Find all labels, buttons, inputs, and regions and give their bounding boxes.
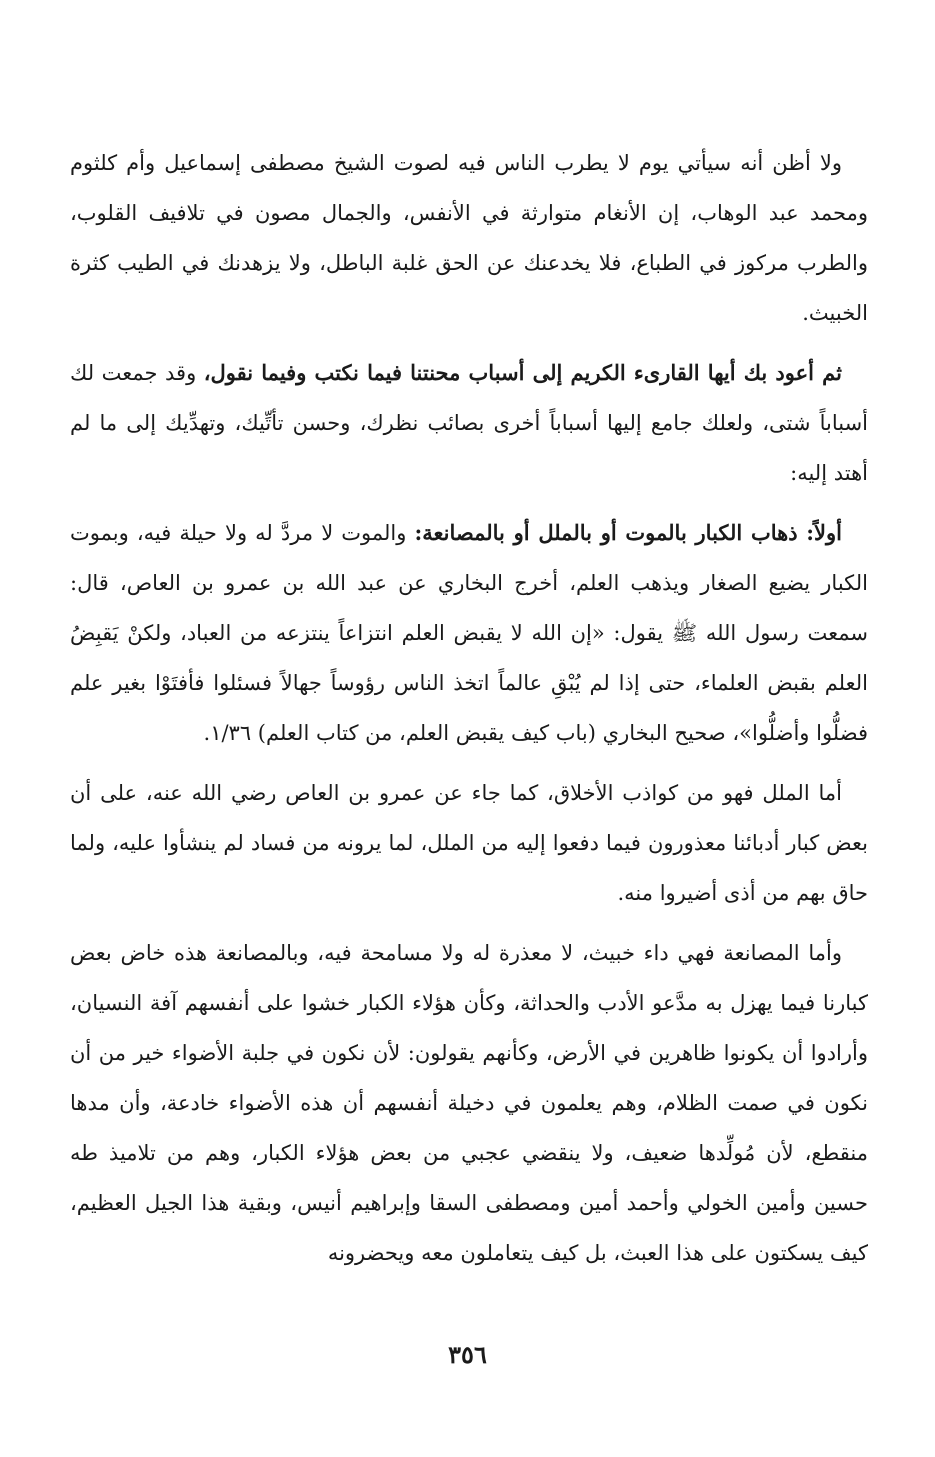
paragraph-1 — [70, 138, 868, 338]
page-number: ٣٥٦ — [448, 1340, 487, 1369]
paragraph-2 — [70, 348, 868, 498]
paragraph-5-text: وأما المصانعة فهي داء خبيث، لا معذرة له ولا مسامحة فيه، وبالمصانعة هذه خاض بعض كبارنا فيما يهزل به مدَّعو الأدب والحداثة، وكأن هؤلاء الكبار خشوا على أنفسهم آفة النسيان، وأرادوا أن يكونوا ظاهرين في الأرض، وكأنهم يقولون: لأن نكون في جلبة الأضواء خير من أن نكون في صمت الظلام، وهم يعلمون في دخيلة أنفسهم أن هذه الأضواء خادعة، وأن مدها منقطع، لأن مُولِّدها ضعيف، ولا ينقضي عجبي من بعض هؤلاء الكبار، وهم من تلاميذ طه حسين وأمين الخولي وأحمد أمين ومصطفى السقا وإبراهيم أنيس، وبقية هذا الجيل العظيم، كيف يسكتون على هذا العبث، بل كيف يتعاملون معه ويحضرونه — [70, 941, 868, 1265]
paragraph-3-text: والموت لا مردَّ له ولا حيلة فيه، وبموت الكبار يضيع الصغار ويذهب العلم، أخرج البخاري عن عبد الله بن عمرو بن العاص، قال: سمعت رسول الله ﷺ يقول: «إن الله لا يقبض العلم انتزاعاً ينتزعه من العباد، ولكنْ يَقبِضُ العلم بقبض العلماء، حتى إذا لم يُبْقِ عالماً اتخذ الناس رؤوساً جهالاً فسئلوا فأفتَوْا بغير علم فضلُّوا وأضلُّوا»، صحيح البخاري (باب كيف يقبض العلم، من كتاب العلم) ١/٣٦. — [70, 521, 868, 745]
paragraph-3-heading: أولاً: ذهاب الكبار بالموت أو بالملل أو بالمصانعة: — [414, 520, 842, 545]
paragraph-2-heading: ثم أعود بك أيها القارىء الكريم إلى أسباب محنتنا فيما نكتب وفيما نقول، — [203, 360, 842, 385]
paragraph-4-text: أما الملل فهو من كواذب الأخلاق، كما جاء عن عمرو بن العاص رضي الله عنه، على أن بعض كبار أدبائنا معذورون فيما دفعوا إليه من الملل، لما يرونه من فساد لم ينشأوا عليه، ولما حاق بهم من أذى أضيروا منه. — [70, 781, 868, 905]
paragraph-4 — [70, 768, 868, 918]
page-body — [70, 138, 868, 1288]
paragraph-3 — [70, 508, 868, 758]
paragraph-5 — [70, 928, 868, 1278]
paragraph-2-text: وقد جمعت لك أسباباً شتى، ولعلك جامع إليها أسباباً أخرى بصائب نظرك، وحسن تأتِّيك، وتهدِّيك إلى ما لم أهتد إليه: — [70, 361, 868, 485]
paragraph-1-text: ولا أظن أنه سيأتي يوم لا يطرب الناس فيه لصوت الشيخ مصطفى إسماعيل وأم كلثوم ومحمد عبد الوهاب، إن الأنغام متوارثة في الأنفس، والجمال مصون في تلافيف القلوب، والطرب مركوز في الطباع، فلا يخدعنك عن الحق غلبة الباطل، ولا يزهدنك في الطيب كثرة الخبيث. — [70, 151, 868, 325]
